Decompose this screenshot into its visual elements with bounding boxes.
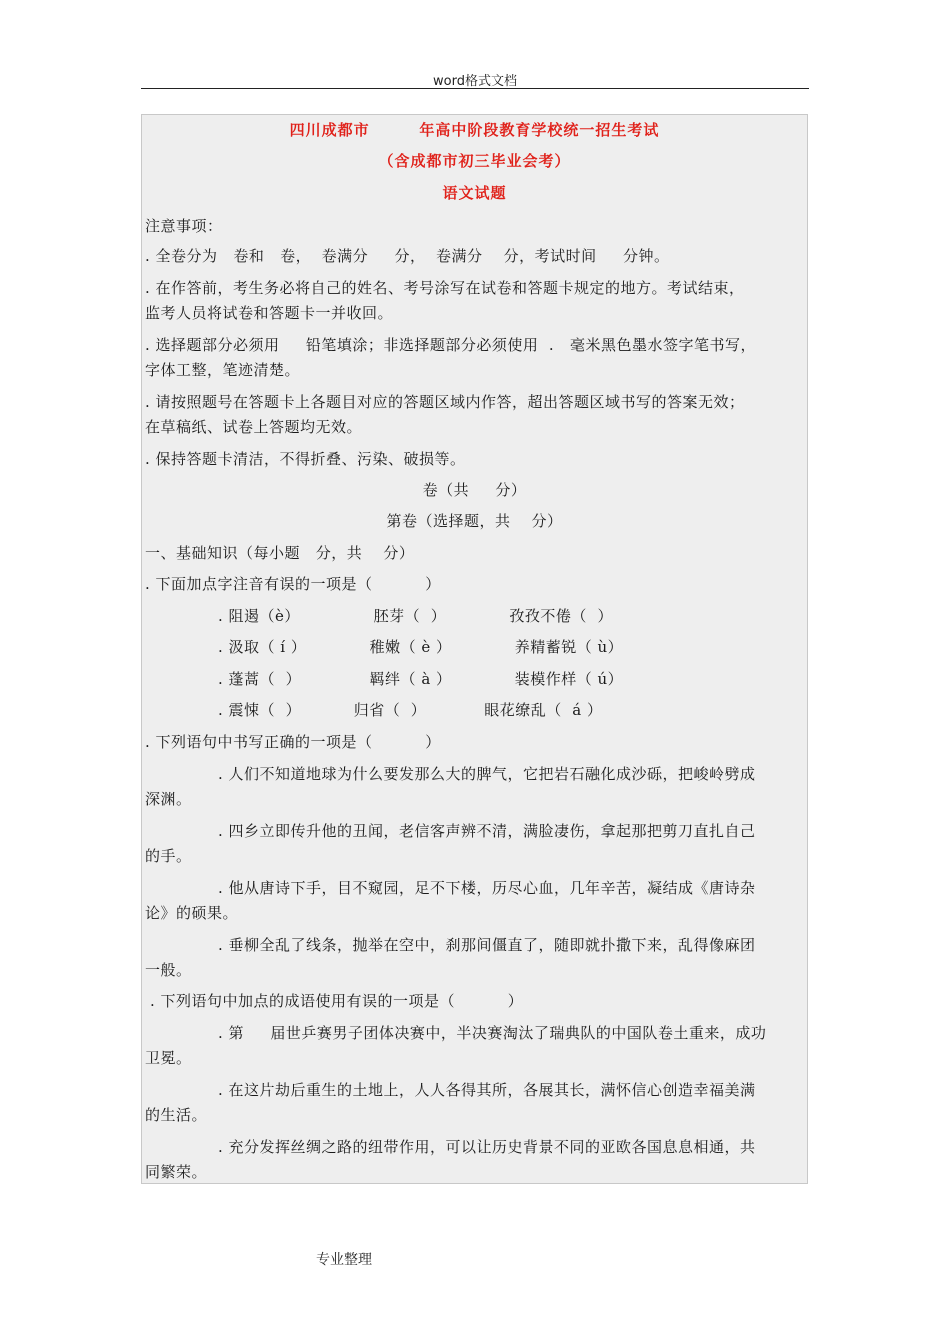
notice-item-cont: 在草稿纸、试卷上答题均无效。 [145, 418, 363, 436]
question-option-cont: 论》的硕果。 [145, 904, 239, 922]
question-option: . 震悚（ ） 归省（ ） 眼花缭乱（ á ） [218, 701, 603, 719]
question-option-cont: 同繁荣。 [145, 1163, 208, 1181]
exam-subtitle: （含成都市初三毕业会考） [378, 152, 571, 170]
question-option: . 垂柳全乱了线条，抛举在空中，刹那间僵直了，随即就扑撒下来，乱得像麻团 [218, 936, 756, 954]
question-option: . 四乡立即传升他的丑闻，老信客声辨不清，满脸凄伤，拿起那把剪刀直扎自己 [218, 822, 756, 840]
question-option-cont: 的生活。 [145, 1106, 208, 1124]
question-option: . 人们不知道地球为什么要发那么大的脾气，它把岩石融化成沙砾，把峻岭劈成 [218, 765, 756, 783]
notice-item-cont: 字体工整，笔迹清楚。 [145, 361, 301, 379]
question-option: . 在这片劫后重生的土地上，人人各得其所，各展其长，满怀信心创造幸福美满 [218, 1081, 756, 1099]
question-option-cont: 卫冕。 [145, 1049, 192, 1067]
question-stem: . 下列语句中加点的成语使用有误的一项是（ ） [150, 992, 524, 1010]
question-option: . 阻遏（è） 胚芽（ ） 孜孜不倦（ ） [218, 607, 613, 625]
page-header: word格式文档 [433, 74, 517, 89]
question-option: . 充分发挥丝绸之路的纽带作用，可以让历史背景不同的亚欧各国息息相通，共 [218, 1138, 756, 1156]
question-option: . 他从唐诗下手，目不窥园，足不下楼，历尽心血，几年辛苦，凝结成《唐诗杂 [218, 879, 756, 897]
page-footer: 专业整理 [316, 1252, 372, 1268]
question-option-cont: 一般。 [145, 961, 192, 979]
notice-item: . 选择题部分必须用 铅笔填涂；非选择题部分必须使用 . 毫米黑色墨水签字笔书写， [145, 336, 756, 354]
question-option: . 第 届世乒赛男子团体决赛中，半决赛淘汰了瑞典队的中国队卷土重来，成功 [218, 1024, 767, 1042]
notice-heading: 注意事项： [145, 217, 223, 235]
notice-item: . 在作答前，考生务必将自己的姓名、考号涂写在试卷和答题卡规定的地方。考试结束， [145, 279, 745, 297]
notice-item: . 请按照题号在答题卡上各题目对应的答题区域内作答，超出答题区域书写的答案无效； [145, 393, 745, 411]
notice-item-cont: 监考人员将试卷和答题卡一并收回。 [145, 304, 394, 322]
volume-heading: 卷（共 分） [422, 481, 527, 499]
notice-item: . 保持答题卡清洁，不得折叠、污染、破损等。 [145, 450, 466, 468]
question-stem: . 下列语句中书写正确的一项是（ ） [145, 733, 441, 751]
exam-title: 四川成都市 年高中阶段教育学校统一招生考试 [289, 121, 660, 139]
section-heading: 一、基础知识（每小题 分，共 分） [145, 544, 415, 562]
question-stem: . 下面加点字注音有误的一项是（ ） [145, 575, 441, 593]
header-rule [141, 88, 809, 89]
question-option-cont: 深渊。 [145, 790, 192, 808]
part-heading: 第卷（选择题，共 分） [386, 512, 563, 530]
notice-item: . 全卷分为 卷和 卷， 卷满分 分， 卷满分 分，考试时间 分钟。 [145, 247, 670, 265]
exam-subject: 语文试题 [442, 184, 507, 202]
question-option: . 汲取（ í ） 稚嫩（ è ） 养精蓄锐（ ù） [218, 638, 624, 656]
question-option: . 蓬蒿（ ） 羁绊（ à ） 装模作样（ ú） [218, 670, 624, 688]
question-option-cont: 的手。 [145, 847, 192, 865]
